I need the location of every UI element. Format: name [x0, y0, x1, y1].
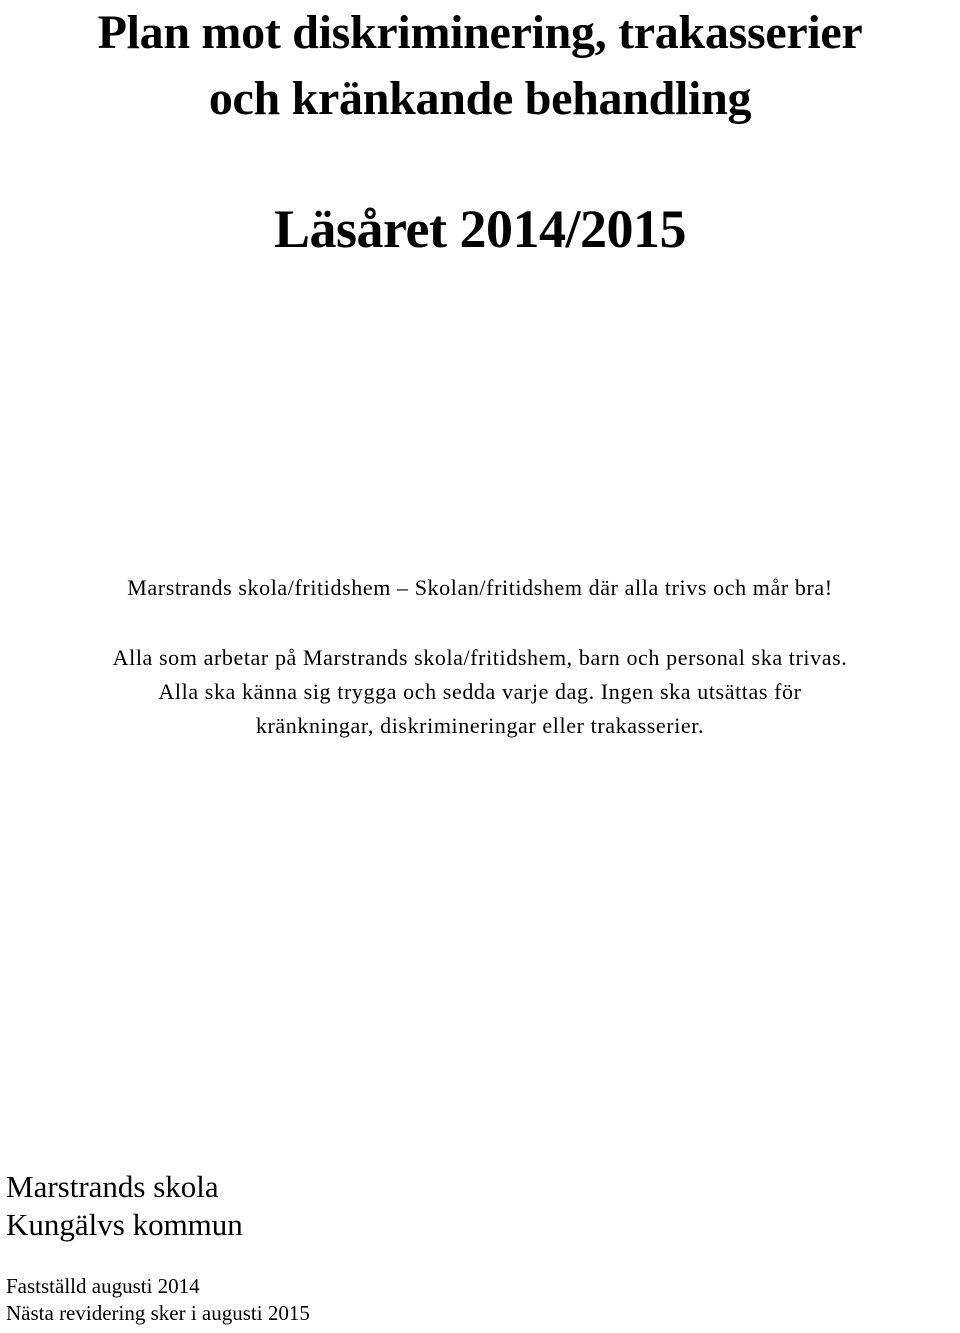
intro-line-2: Alla ska känna sig trygga och sedda varje dag. Ingen ska utsättas för [158, 679, 802, 704]
school-name: Marstrands skola [6, 1169, 219, 1204]
document-title-line-1: Plan mot diskriminering, trakasserier [97, 6, 863, 59]
established-date: Fastställd augusti 2014 [6, 1274, 200, 1298]
school-tagline: Marstrands skola/fritidshem – Skolan/fritidshem där alla trivs och mår bra! [127, 575, 833, 600]
intro-line-3: kränkningar, diskrimineringar eller trakasserier. [255, 713, 705, 738]
municipality-name: Kungälvs kommun [6, 1207, 243, 1242]
next-revision-date: Nästa revidering sker i augusti 2015 [6, 1301, 310, 1325]
document-title-line-2: och kränkande behandling [208, 72, 752, 125]
intro-paragraph [0, 641, 960, 743]
school-year-heading: Läsåret 2014/2015 [274, 199, 686, 259]
intro-line-1: Alla som arbetar på Marstrands skola/fritidshem, barn och personal ska trivas. [112, 645, 848, 670]
revision-info [6, 1273, 310, 1327]
school-info [6, 1168, 243, 1244]
document-title [0, 0, 960, 132]
